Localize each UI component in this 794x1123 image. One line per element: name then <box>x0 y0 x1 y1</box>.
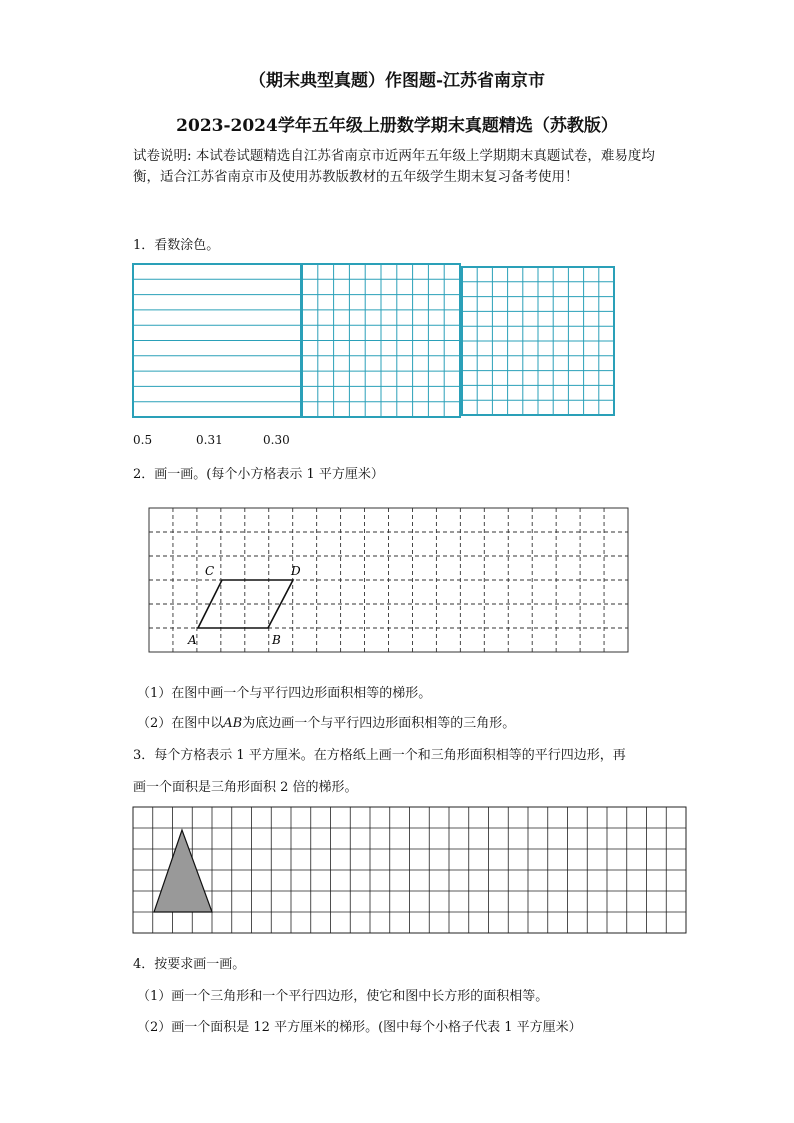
q2-sub2-pre: （2）在图中以 <box>137 716 224 731</box>
q3-line1: 3．每个方格表示 1 平方厘米。在方格纸上画一个和三角形面积相等的平行四边形，再 <box>133 748 626 763</box>
q1-label-0.30: 0.30 <box>263 433 290 447</box>
q1-text: 1．看数涂色。 <box>133 238 220 253</box>
q1-label-0.31: 0.31 <box>196 433 223 447</box>
point-label-b: B <box>272 633 281 647</box>
point-label-a: A <box>188 633 197 647</box>
intro-text: 试卷说明: 本试卷试题精选自江苏省南京市近两年五年级上学期期末真题试卷，难易度均衡，适合江苏省南京市及使用苏教版教材的五年级学生期末复习备考使用！ <box>133 148 655 185</box>
q3-line2: 画一个面积是三角形面积 2 倍的梯形。 <box>133 780 358 795</box>
q4-sub2: （2）画一个面积是 12 平方厘米的梯形。(图中每个小格子代表 1 平方厘米） <box>137 1020 582 1035</box>
q2-sub2-post: 为底边画一个与平行四边形面积相等的三角形。 <box>242 716 516 731</box>
q2-sub2-ab: AB <box>223 716 243 731</box>
q1-label-0.5: 0.5 <box>133 433 153 447</box>
q4-sub1: （1）画一个三角形和一个平行四边形，使它和图中长方形的面积相等。 <box>137 989 549 1004</box>
q2-sub1: （1）在图中画一个与平行四边形面积相等的梯形。 <box>137 686 432 701</box>
title-line-1: （期末典型真题）作图题-江苏省南京市 <box>248 71 546 91</box>
point-label-c: C <box>205 564 215 578</box>
q2-text: 2．画一画。(每个小方格表示 1 平方厘米） <box>133 467 384 482</box>
title-line-2: 2023-2024学年五年级上册数学期末真题精选（苏教版） <box>176 116 618 136</box>
q4-text: 4．按要求画一画。 <box>133 957 246 972</box>
triangle <box>154 830 212 912</box>
point-label-d: D <box>291 564 301 578</box>
